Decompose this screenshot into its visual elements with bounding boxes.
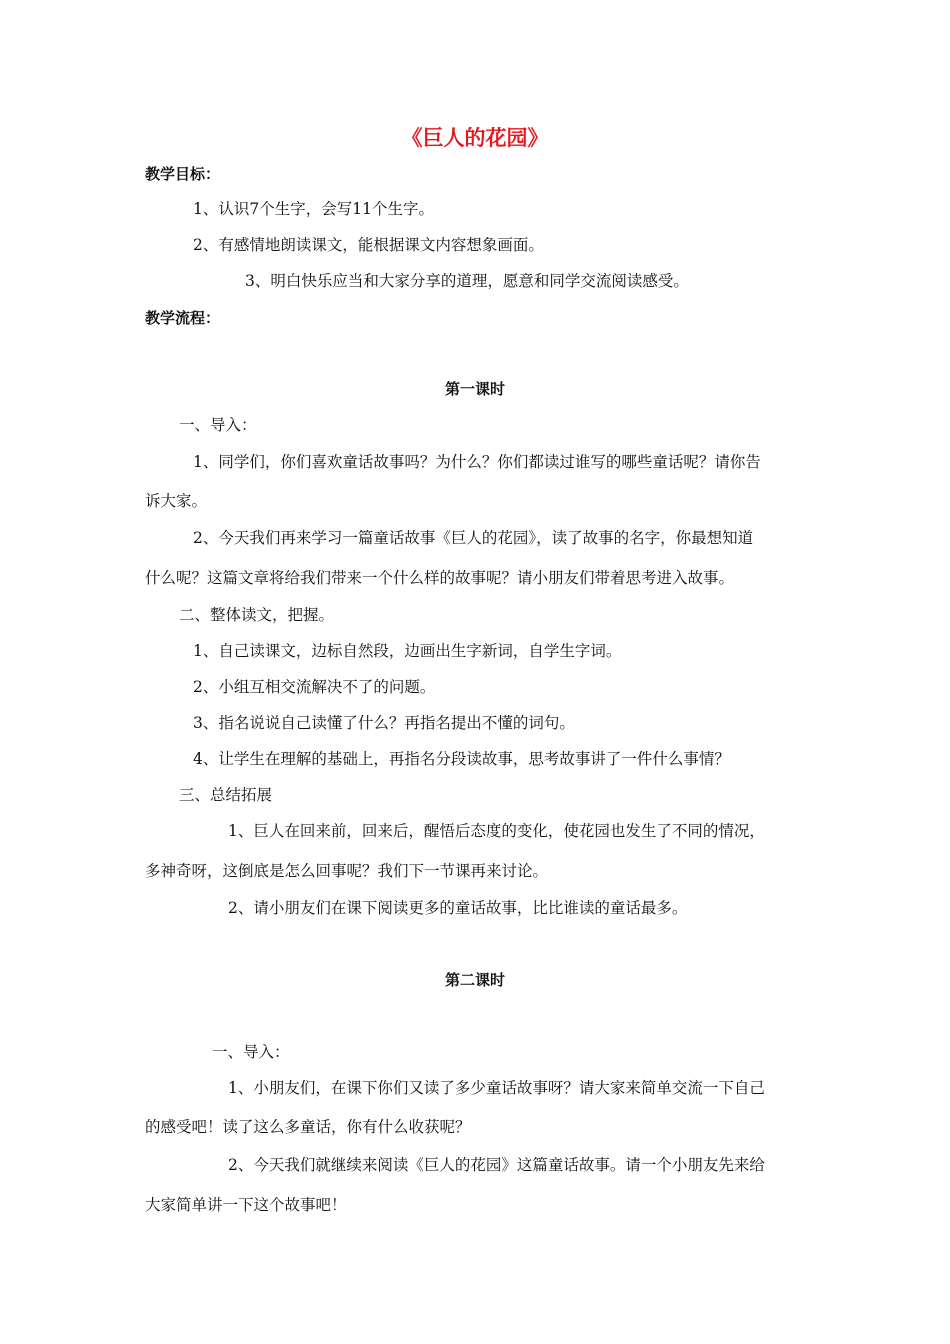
- lesson1-section3-heading: 三、总结拓展: [179, 786, 273, 804]
- list-item: 2、小组互相交流解决不了的问题。: [193, 678, 436, 696]
- paragraph-line: 多神奇呀，这倒底是怎么回事呢？我们下一节课再来讨论。: [145, 862, 549, 880]
- lesson2-heading: 第二课时: [444, 971, 505, 989]
- paragraph-line: 的感受吧！读了这么多童话，你有什么收获呢？: [145, 1118, 471, 1136]
- paragraph-line: 1、巨人在回来前，回来后，醒悟后态度的变化，使花园也发生了不同的情况，: [228, 822, 765, 840]
- objective-item: 3、明白快乐应当和大家分享的道理，愿意和同学交流阅读感受。: [245, 272, 689, 290]
- lesson1-heading: 第一课时: [444, 380, 505, 398]
- process-heading: 教学流程：: [145, 309, 221, 327]
- objective-item: 1、认识7个生字，会写11个生字。: [193, 200, 434, 218]
- paragraph-line: 2、请小朋友们在课下阅读更多的童话故事，比比谁读的童话最多。: [228, 899, 688, 917]
- list-item: 4、让学生在理解的基础上，再指名分段读故事，思考故事讲了一件什么事情？: [193, 750, 730, 768]
- paragraph-line: 1、同学们，你们喜欢童话故事吗？为什么？你们都读过谁写的哪些童话呢？请你告: [193, 453, 761, 471]
- lesson2-section1-heading: 一、导入：: [212, 1043, 290, 1061]
- paragraph-line: 2、今天我们就继续来阅读《巨人的花园》这篇童话故事。请一个小朋友先来给: [228, 1156, 765, 1174]
- paragraph-line: 2、今天我们再来学习一篇童话故事《巨人的花园》，读了故事的名字，你最想知道: [193, 529, 754, 547]
- paragraph-line: 1、小朋友们，在课下你们又读了多少童话故事呀？请大家来简单交流一下自己: [228, 1079, 765, 1097]
- lesson1-section1-heading: 一、导入：: [179, 416, 257, 434]
- paragraph-line: 什么呢？这篇文章将给我们带来一个什么样的故事呢？请小朋友们带着思考进入故事。: [145, 569, 735, 587]
- lesson1-section2-heading: 二、整体读文，把握。: [179, 606, 335, 624]
- list-item: 3、指名说说自己读懂了什么？再指名提出不懂的词句。: [193, 714, 575, 732]
- objective-item: 2、有感情地朗读课文，能根据课文内容想象画面。: [193, 236, 544, 254]
- list-item: 1、自己读课文，边标自然段，边画出生字新词，自学生字词。: [193, 642, 622, 660]
- paragraph-line: 大家简单讲一下这个故事吧！: [145, 1196, 347, 1214]
- objectives-heading: 教学目标：: [145, 165, 221, 183]
- document-title: 《巨人的花园》: [401, 126, 549, 150]
- paragraph-line: 诉大家。: [145, 492, 208, 510]
